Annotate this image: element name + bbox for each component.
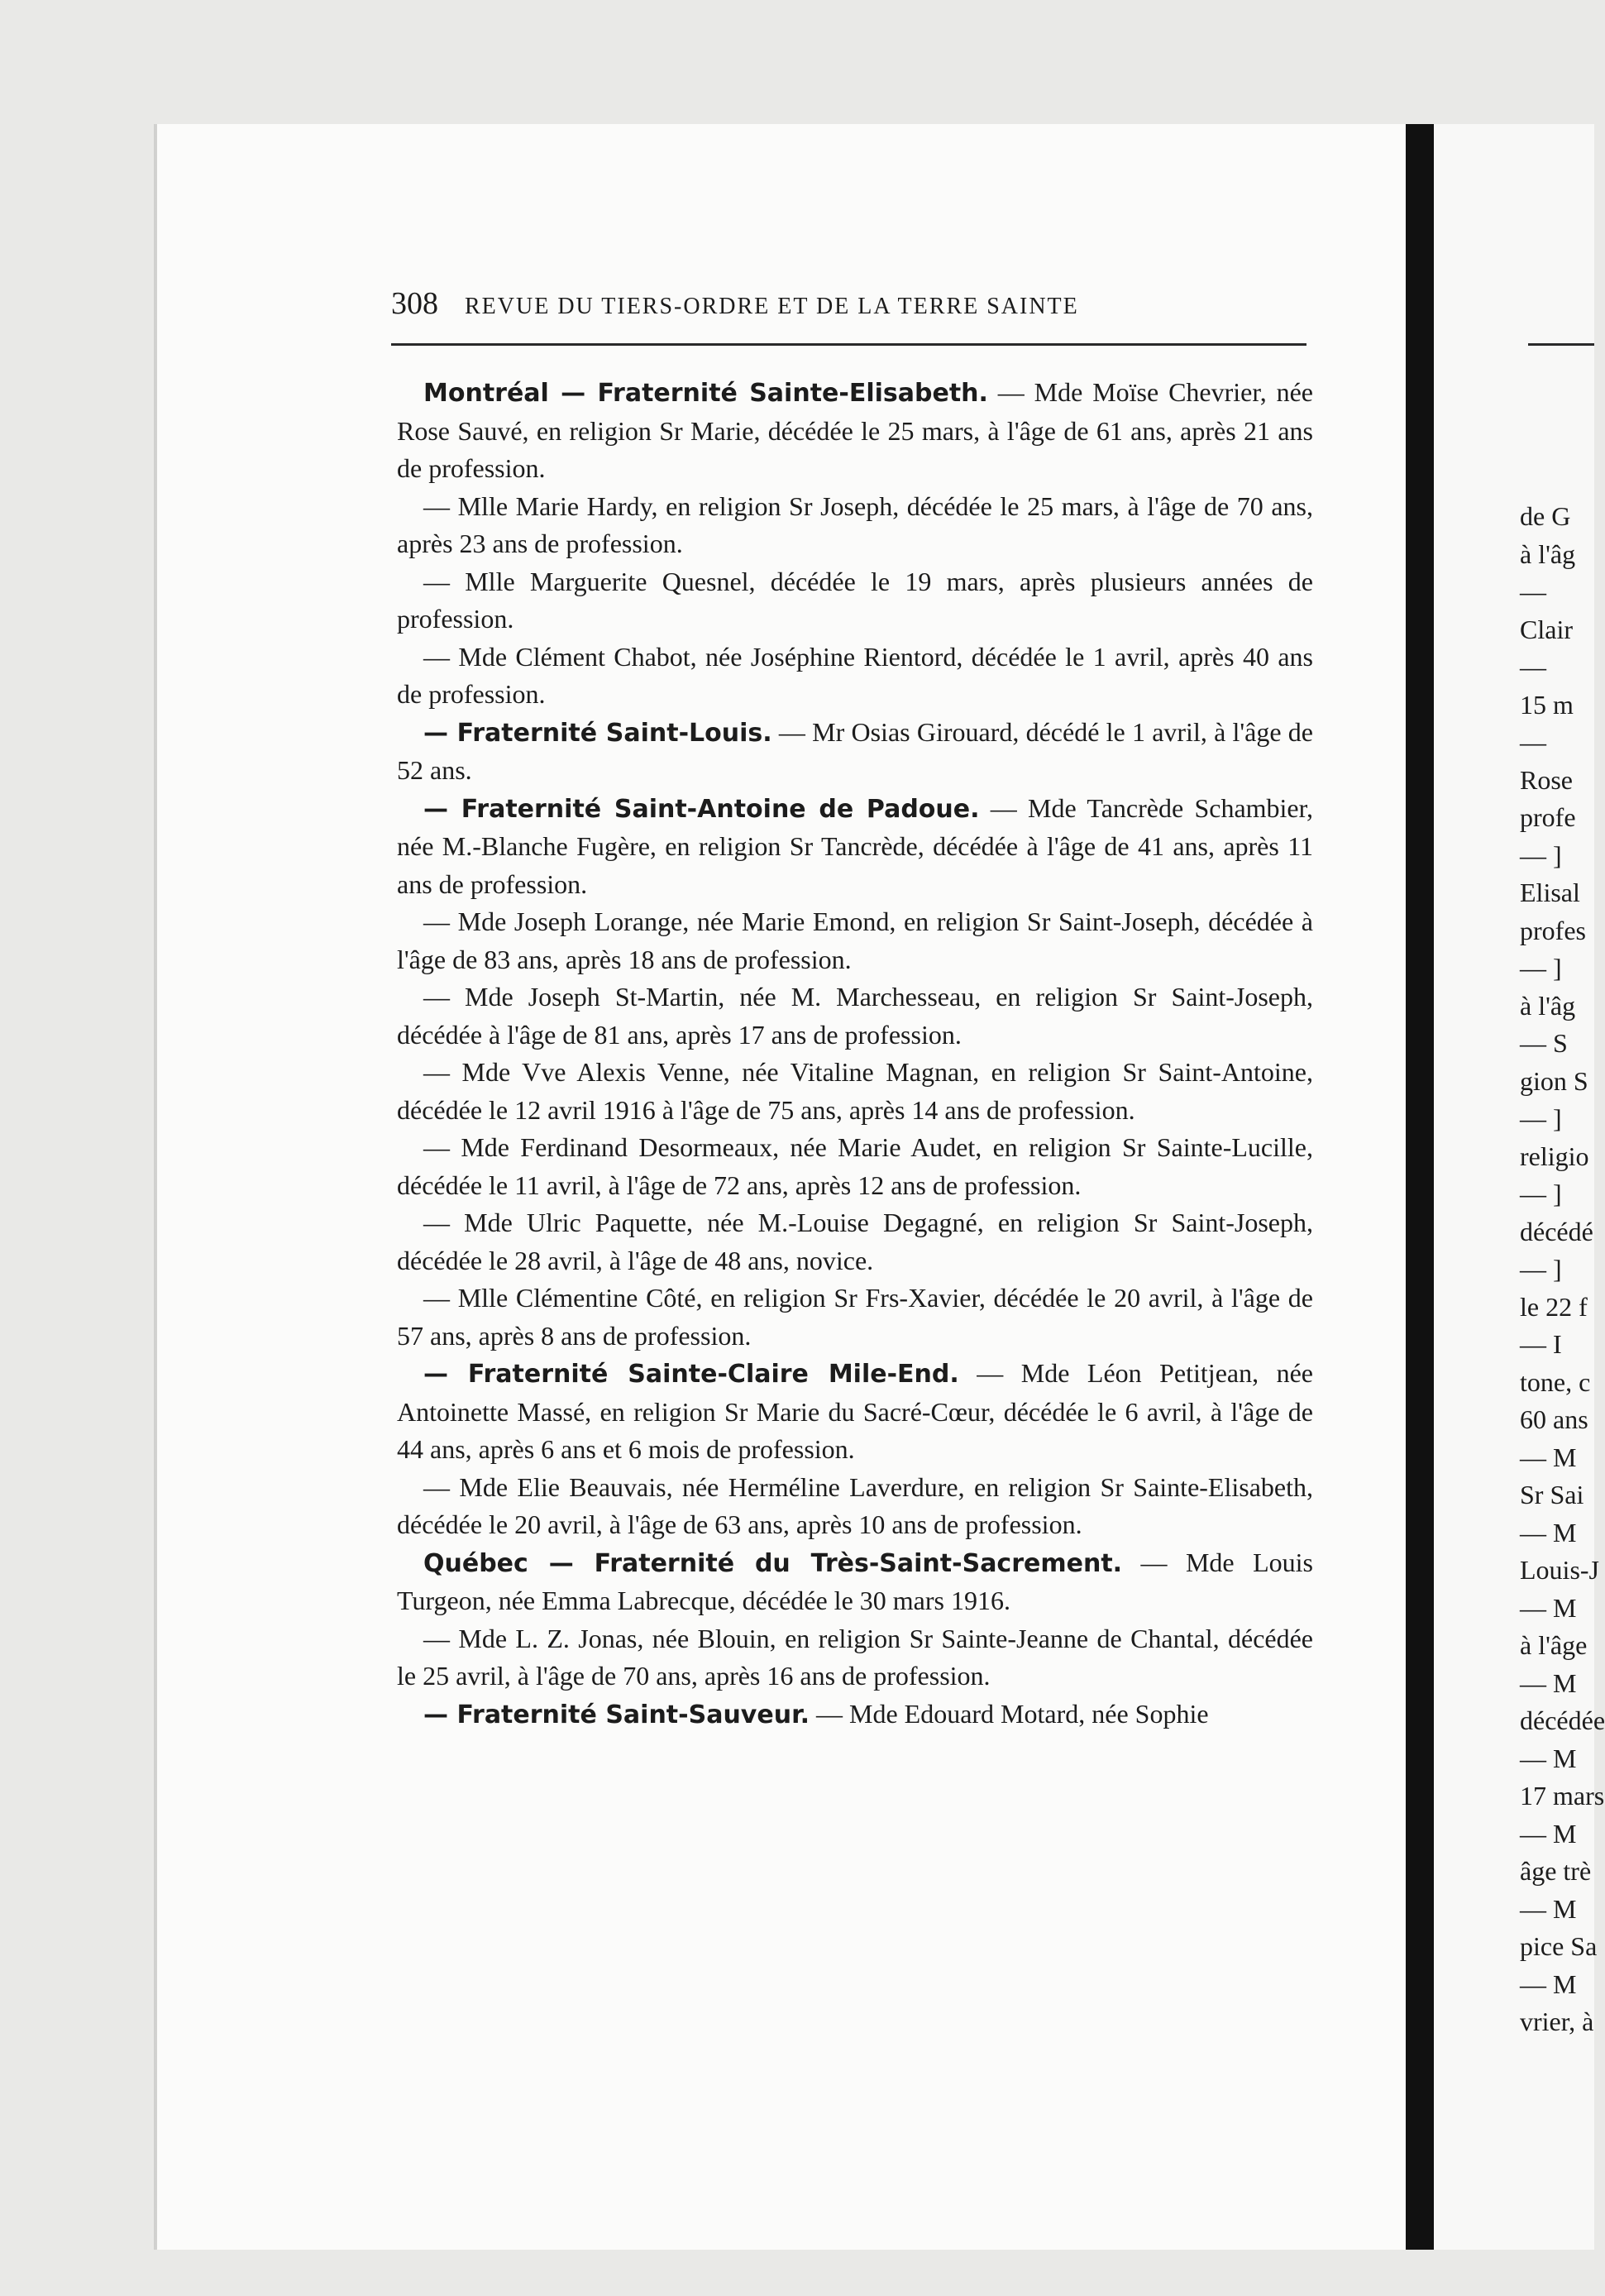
book-gutter [1406,124,1434,2250]
obituary-paragraph [397,1620,1313,1696]
paragraph-text: — Mde Edouard Motard, née Sophie [809,1698,1209,1729]
right-page-line: profe [1520,802,1576,832]
right-page-line: — [1520,727,1546,757]
paragraph-text: — Mde Joseph St-Martin, née M. Marchesseau, en religion Sr Saint-Joseph, décédée à l'âge de 81 ans, après 17 ans de profession. [397,982,1313,1050]
right-page-line: — ] [1520,839,1562,870]
paragraph-text: — Mde Tancrède Schambier, née M.-Blanche Fugère, en religion Sr Tancrède, décédée à l'âge de 41 ans, après 11 ans de profession. [397,792,1314,899]
right-page-line: — ] [1520,953,1562,983]
right-page-line: — M [1520,1743,1577,1773]
obituary-paragraph [397,714,1313,790]
right-page-line: vrier, à [1520,2007,1594,2036]
header-rule [391,343,1306,346]
fraternity-heading: — Fraternité Saint-Louis. [423,718,772,748]
right-page [1434,124,1605,2250]
right-page-line: à l'âge [1520,1630,1588,1660]
right-page-line: — M [1520,1667,1577,1698]
right-page-line: religio [1520,1141,1589,1171]
right-header-rule [1528,343,1594,346]
running-title: REVUE DU TIERS-ORDRE ET DE LA TERRE SAINTE [465,294,1079,319]
obituary-paragraph [397,790,1313,904]
paragraph-text: — Mde Ulric Paquette, née M.-Louise Degagné, en religion Sr Saint-Joseph, décédée le 28 avril, à l'âge de 48 ans, novice. [397,1208,1313,1275]
right-page-line: Clair [1520,614,1573,644]
right-page-line: de G [1520,501,1571,531]
paragraph-text: — Mde L. Z. Jonas, née Blouin, en religion Sr Sainte-Jeanne de Chantal, décédée le 25 avril, à l'âge de 70 ans, après 16 ans de profession. [397,1623,1313,1691]
obituary-paragraph [397,1469,1313,1544]
obituary-paragraph [397,1544,1313,1620]
right-page-line: Louis-J [1520,1555,1599,1585]
paragraph-text: — Mde Elie Beauvais, née Herméline Laverdure, en religion Sr Sainte-Elisabeth, décédée le 20 avril, à l'âge de 63 ans, après 10 ans de profession. [397,1471,1313,1539]
page-number: 308 [391,286,438,321]
obituary-paragraph [397,488,1313,563]
right-page-line: gion S [1520,1065,1588,1096]
paragraph-text: — Mr Osias Girouard, décédé le 1 avril, à l'âge de 52 ans. [397,716,1314,785]
fraternity-heading: — Fraternité Saint-Sauveur. [423,1700,810,1729]
obituary-paragraph [397,903,1313,978]
right-page-line: — [1520,652,1546,682]
fraternity-heading: Québec — Fraternité du Très-Saint-Sacrement. [423,1548,1123,1578]
right-page-line: Sr Sai [1520,1480,1584,1509]
right-page-line: — M [1520,1968,1577,1999]
right-page-line: — [1520,576,1546,606]
right-page-line: — M [1520,1893,1577,1924]
right-page-line: pice Sa [1520,1931,1598,1961]
fraternity-heading: Montréal — Fraternité Sainte-Elisabeth. [423,379,988,408]
paragraph-text: — Mde Léon Petitjean, née Antoinette Massé, en religion Sr Marie du Sacré-Cœur, décédée le 6 avril, à l'âge de 44 ans, après 6 ans et 6 mois de profession. [397,1358,1313,1464]
obituary-paragraph [397,1204,1313,1280]
paragraph-text: — Mde Louis Turgeon, née Emma Labrecque, décédée le 30 mars 1916. [397,1547,1313,1615]
fraternity-heading: — Fraternité Sainte-Claire Mile-End. [423,1360,959,1389]
obituary-paragraph [397,1280,1313,1355]
right-page-line: 60 ans [1520,1404,1588,1434]
right-page-line: décédé [1520,1216,1593,1246]
paragraph-text: — Mlle Marie Hardy, en religion Sr Joseph, décédée le 25 mars, à l'âge de 70 ans, après 23 ans de profession. [397,490,1313,558]
obituary-paragraph [397,1054,1313,1129]
obituary-paragraph [397,639,1313,714]
right-page-line: — M [1520,1517,1577,1547]
obituary-paragraph [397,374,1313,488]
obituary-paragraph [397,1129,1313,1204]
right-page-line: décédée [1520,1705,1605,1735]
right-page-line: — ] [1520,1254,1562,1284]
fraternity-heading: — Fraternité Saint-Antoine de Padoue. [423,794,980,824]
obituary-paragraph [397,563,1313,639]
right-page-line: le 22 f [1520,1291,1588,1322]
obituary-paragraph [397,1696,1313,1734]
paragraph-text: — Mlle Clémentine Côté, en religion Sr Frs-Xavier, décédée le 20 avril, à l'âge de 57 ans, après 8 ans de profession. [397,1283,1313,1351]
right-page-line: Elisal [1520,878,1580,907]
paragraph-text: — Mde Clément Chabot, née Joséphine Rientord, décédée le 1 avril, après 40 ans de profession. [397,641,1313,709]
obituary-paragraph [397,1355,1313,1469]
right-page-line: profes [1520,915,1586,945]
right-page-line: à l'âg [1520,538,1576,569]
right-page-line: à l'âg [1520,990,1576,1021]
right-page-line: — M [1520,1592,1577,1623]
right-page-line: 15 m [1520,689,1574,720]
paragraph-text: — Mde Vve Alexis Venne, née Vitaline Magnan, en religion Sr Saint-Antoine, décédée le 12 avril 1916 à l'âge de 75 ans, après 14 ans de profession. [397,1057,1313,1125]
paragraph-text: — Mde Ferdinand Desormeaux, née Marie Audet, en religion Sr Sainte-Lucille, décédée le 11 avril, à l'âge de 72 ans, après 12 ans de profession. [397,1132,1313,1200]
paragraph-text: — Mlle Marguerite Quesnel, décédée le 19 mars, après plusieurs années de profession. [397,566,1313,634]
page-header [391,285,1309,327]
right-page-line: 17 mars [1520,1781,1605,1810]
right-page-line: Rose [1520,764,1573,795]
right-page-text [1520,498,1603,2041]
right-page-line: — M [1520,1442,1577,1472]
right-page-line: — S [1520,1028,1568,1058]
paragraph-text: — Mde Moïse Chevrier, née Rose Sauvé, en religion Sr Marie, décédée le 25 mars, à l'âge de 61 ans, après 21 ans de profession. [397,377,1314,483]
right-page-line: — I [1520,1329,1562,1359]
obituary-text-block [397,374,1313,1734]
obituary-paragraph [397,978,1313,1054]
right-page-line: — ] [1520,1179,1562,1208]
paragraph-text: — Mde Joseph Lorange, née Marie Emond, en religion Sr Saint-Joseph, décédée à l'âge de 83 ans, après 18 ans de profession. [397,906,1313,974]
right-page-line: âge trè [1520,1856,1592,1886]
right-page-line: tone, c [1520,1366,1591,1397]
right-page-line: — ] [1520,1103,1562,1133]
right-page-line: — M [1520,1818,1577,1849]
